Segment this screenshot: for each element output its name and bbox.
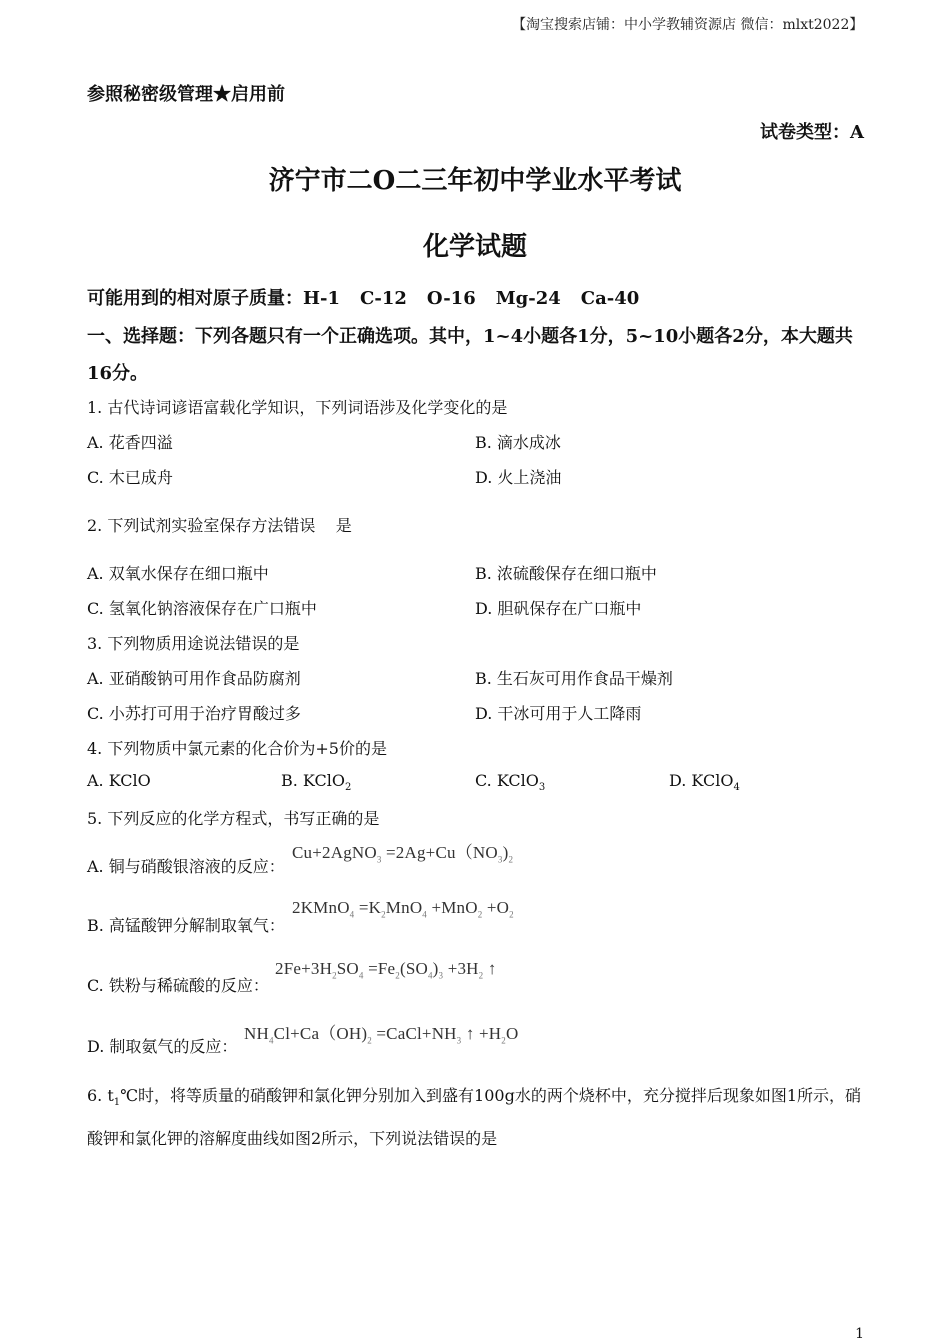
eq-sub: 2	[367, 1035, 372, 1046]
eq-sub: 3	[438, 970, 444, 981]
atomic-mass-item: H-1	[303, 288, 341, 309]
question-4-stem: 4. 下列物质中氯元素的化合价为+5价的是	[87, 739, 387, 758]
eq-text: =CaCl+NH	[371, 1024, 457, 1043]
question-5-option-c-label: C. 铁粉与稀硫酸的反应：	[87, 976, 269, 995]
question-1-option-a: A. 花香四溢	[87, 433, 173, 452]
eq-text: )	[432, 959, 439, 978]
equation-d	[244, 1019, 518, 1045]
section-heading: 一、选择题：下列各题只有一个正确选项。其中，1~4小题各1分，5~10小题各2分，本大题共16分。	[87, 326, 853, 384]
formula-text: B. KClO	[281, 771, 345, 790]
eq-text: (SO	[399, 959, 428, 978]
question-2-option-b: B. 浓硫酸保存在细口瓶中	[475, 564, 657, 583]
eq-sub: 2	[395, 970, 400, 981]
atomic-masses	[87, 284, 659, 310]
subscript: 2	[344, 782, 352, 794]
eq-text: MnO	[385, 898, 423, 917]
question-1-option-b: B. 滴水成冰	[475, 433, 561, 452]
eq-text: 2Fe+3H	[275, 959, 333, 978]
eq-sub: 2	[332, 970, 337, 981]
eq-sub: 4	[358, 970, 364, 981]
paper-type-label: 试卷类型：A	[760, 122, 864, 143]
question-4-option-b	[281, 771, 351, 793]
atomic-masses-label: 可能用到的相对原子质量：	[87, 288, 303, 309]
q6-text: ℃时，将等质量的硝酸钾和氯化钾分别加入到盛有100g水的两个烧杯中，充分搅拌后现象如图1所示，硝酸钾和氯化钾的溶解度曲线如图2所示，下列说法错误的是	[87, 1086, 862, 1149]
formula-text: C. KClO	[475, 771, 539, 790]
question-3-option-a: A. 亚硝酸钠可用作食品防腐剂	[87, 669, 301, 688]
question-5-option-d-label: D. 制取氨气的反应：	[87, 1037, 238, 1056]
atomic-mass-item: Ca-40	[580, 288, 640, 309]
eq-text: +MnO	[427, 898, 478, 917]
eq-text: ↑ +H	[461, 1024, 502, 1043]
exam-subtitle: 化学试题	[422, 232, 527, 262]
eq-sub: 4	[422, 909, 427, 920]
subscript: 1	[113, 1097, 121, 1109]
eq-text: Cl+Ca（OH)	[273, 1024, 368, 1043]
eq-sub: 2	[508, 854, 514, 865]
eq-text: O	[505, 1024, 519, 1043]
eq-sub: 2	[501, 1035, 506, 1046]
eq-sub: 4	[427, 970, 433, 981]
question-1-option-c: C. 木已成舟	[87, 468, 173, 487]
eq-sub: 3	[456, 1035, 462, 1046]
page-number: 1	[855, 1326, 864, 1342]
eq-text: =Fe	[363, 959, 396, 978]
eq-sub: 2	[478, 970, 484, 981]
question-3-option-b: B. 生石灰可用作食品干燥剂	[475, 669, 673, 688]
eq-sub: 2	[509, 909, 514, 920]
eq-text: ↑	[483, 959, 497, 978]
q6-text: 6. t	[87, 1086, 114, 1105]
subscript: 4	[733, 782, 740, 794]
atomic-mass-item: O-16	[426, 288, 476, 309]
question-5-option-a-label: A. 铜与硝酸银溶液的反应：	[87, 857, 285, 876]
exam-title: 济宁市二O二三年初中学业水平考试	[268, 166, 682, 196]
question-2-option-c: C. 氢氧化钠溶液保存在广口瓶中	[87, 599, 317, 618]
atomic-mass-item: Mg-24	[495, 288, 561, 309]
question-1-option-d: D. 火上浇油	[475, 468, 562, 487]
question-3-option-d: D. 干冰可用于人工降雨	[475, 704, 642, 723]
eq-sub: 2	[381, 909, 386, 920]
question-1-stem: 1. 古代诗词谚语富载化学知识，下列词语涉及化学变化的是	[87, 398, 508, 417]
equation-b	[292, 898, 514, 919]
subscript: 3	[538, 782, 546, 794]
eq-text: 2KMnO	[292, 898, 350, 917]
eq-text: Cu+2AgNO	[292, 843, 377, 862]
eq-text: +3H	[443, 959, 479, 978]
question-5-stem: 5. 下列反应的化学方程式，书写正确的是	[87, 809, 380, 828]
question-2-option-a: A. 双氧水保存在细口瓶中	[87, 564, 269, 583]
eq-sub: 3	[497, 854, 503, 865]
eq-sub: 2	[477, 909, 483, 920]
eq-text: )	[502, 843, 509, 862]
atomic-mass-item: C-12	[360, 288, 407, 309]
question-4-option-a: A. KClO	[87, 771, 151, 790]
eq-text: NH	[244, 1024, 269, 1043]
question-2-option-d: D. 胆矾保存在广口瓶中	[475, 599, 642, 618]
question-3-stem: 3. 下列物质用途说法错误的是	[87, 634, 300, 653]
eq-sub: 4	[349, 909, 355, 920]
confidentiality-label: 参照秘密级管理★启用前	[87, 84, 285, 105]
question-2-stem: 2. 下列试剂实验室保存方法错误 是	[87, 516, 352, 535]
equation-c	[275, 959, 497, 980]
formula-text: D. KClO	[669, 771, 734, 790]
question-3-option-c: C. 小苏打可用于治疗胃酸过多	[87, 704, 301, 723]
question-6-stem	[87, 1078, 867, 1157]
question-4-option-c	[475, 771, 545, 793]
eq-text: SO	[336, 959, 359, 978]
eq-text: =K	[354, 898, 382, 917]
header-note: 【淘宝搜索店铺：中小学教辅资源店 微信：mlxt2022】	[512, 17, 864, 33]
eq-text: +O	[482, 898, 510, 917]
eq-sub: 3	[376, 854, 382, 865]
eq-sub: 4	[268, 1035, 274, 1046]
question-5-option-b-label: B. 高锰酸钾分解制取氧气：	[87, 916, 285, 935]
question-4-option-d	[669, 771, 740, 793]
eq-text: =2Ag+Cu（NO	[381, 843, 498, 862]
equation-a	[292, 838, 513, 864]
